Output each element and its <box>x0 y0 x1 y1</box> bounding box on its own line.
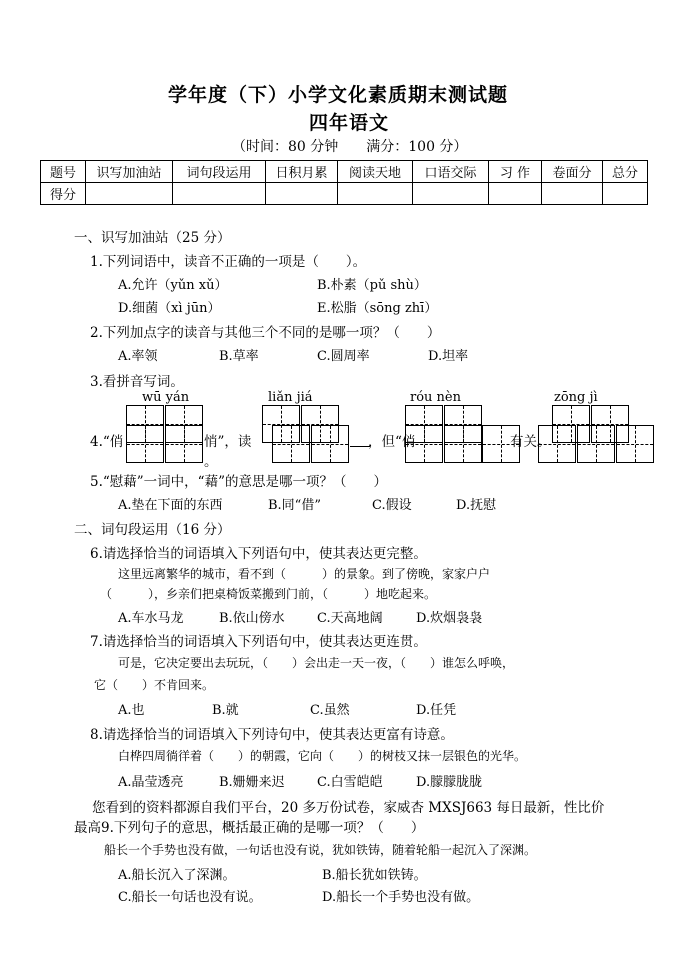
q6-option-a[interactable]: A.车水马龙 <box>118 611 184 626</box>
exam-title: 学年度（下）小学文化素质期末测试题 <box>168 84 509 106</box>
section2-heading: 二、词句段运用（16 分） <box>74 522 231 538</box>
score-cell: 识写加油站 <box>86 161 173 183</box>
score-cell: 题号 <box>41 161 86 183</box>
writing-cell[interactable] <box>126 425 164 463</box>
blank-line <box>350 446 370 447</box>
q5-stem: 5.“慰藉”一词中，“藉”的意思是哪一项？（ ） <box>90 474 387 490</box>
score-input[interactable] <box>338 183 413 205</box>
writing-cell[interactable] <box>444 425 482 463</box>
q2-stem: 2.下列加点字的读音与其他三个不同的是哪一项？（ ） <box>90 325 441 341</box>
q7-stem: 7.请选择恰当的词语填入下列语句中，使其表达更连贯。 <box>90 634 427 650</box>
time-info: （时间：80 分钟 满分：100 分） <box>232 139 468 155</box>
q5-option-b[interactable]: B.同“借” <box>268 498 321 513</box>
section1-heading: 一、识写加油站（25 分） <box>74 230 231 246</box>
q6-option-d[interactable]: D.炊烟袅袅 <box>416 611 483 626</box>
score-input[interactable] <box>542 183 603 205</box>
score-input[interactable] <box>266 183 338 205</box>
q1-option-b[interactable]: B.朴素（pǔ shù） <box>317 278 427 293</box>
q7-option-a[interactable]: A.也 <box>118 703 145 718</box>
subject-title: 四年语文 <box>309 112 390 134</box>
q5-option-a[interactable]: A.垫在下面的东西 <box>118 498 223 513</box>
q1-option-a[interactable]: A.允许（yǔn xǔ） <box>118 278 228 293</box>
writing-cell[interactable] <box>311 425 349 463</box>
q7-passage-line1: 可是，它决定要出去玩玩，（ ）会出走一天一夜，（ ）谁怎么呼唤， <box>118 656 515 670</box>
q8-option-b[interactable]: B.姗姗来迟 <box>219 775 285 790</box>
writing-cell[interactable] <box>272 425 310 463</box>
pinyin-2: liǎn jiá <box>268 390 313 405</box>
score-input[interactable] <box>173 183 266 205</box>
ad-line2-q9-stem: 最高9.下列句子的意思，概括最正确的是哪一项？（ ） <box>74 820 425 836</box>
q7-option-c[interactable]: C.虽然 <box>310 703 350 718</box>
q4-part5: 。 <box>204 454 218 470</box>
writing-cell[interactable] <box>577 425 615 463</box>
q1-option-e[interactable]: E.松脂（sōng zhī） <box>317 301 438 316</box>
score-input[interactable] <box>86 183 173 205</box>
score-input[interactable] <box>603 183 648 205</box>
score-cell: 卷面分 <box>542 161 603 183</box>
q4-part3: ，但“俏 <box>368 434 416 450</box>
score-cell: 总分 <box>603 161 648 183</box>
q3-stem: 3.看拼音写词。 <box>90 374 184 390</box>
pinyin-3: róu nèn <box>410 390 461 405</box>
q2-option-a[interactable]: A.率领 <box>118 349 158 364</box>
q7-passage-line2: 它（ ）不肯回来。 <box>94 678 215 692</box>
q5-option-c[interactable]: C.假设 <box>372 498 412 513</box>
score-cell: 习 作 <box>489 161 542 183</box>
q8-option-a[interactable]: A.晶莹透亮 <box>118 775 184 790</box>
q9-option-b[interactable]: B.船长犹如铁铸。 <box>322 868 427 883</box>
q7-option-d[interactable]: D.任凭 <box>416 703 457 718</box>
writing-cell[interactable] <box>616 425 654 463</box>
q9-option-d[interactable]: D.船长一个手势也没有做。 <box>322 890 480 905</box>
ad-line1: 您看到的资料都源自我们平台，20 多万份试卷，家威杏 MXSJ663 每日最新，性比价 <box>92 800 605 816</box>
q6-option-c[interactable]: C.天高地阔 <box>317 611 383 626</box>
q7-option-b[interactable]: B.就 <box>212 703 239 718</box>
score-header-row <box>41 161 648 183</box>
q9-option-c[interactable]: C.船长一句话也没有说。 <box>118 890 262 905</box>
q5-option-d[interactable]: D.抚慰 <box>456 498 497 513</box>
pinyin-1: wū yán <box>142 390 190 405</box>
q2-option-c[interactable]: C.圆周率 <box>317 349 370 364</box>
score-cell: 口语交际 <box>413 161 489 183</box>
q6-option-b[interactable]: B.依山傍水 <box>219 611 285 626</box>
score-cell: 词句段运用 <box>173 161 266 183</box>
score-cell: 日积月累 <box>266 161 338 183</box>
score-cell: 得分 <box>41 183 86 205</box>
q6-passage-line2: （ ），乡亲们把桌椅饭菜搬到门前，（ ）地吃起来。 <box>100 587 437 601</box>
q9-passage: 船长一个手势也没有做，一句话也没有说，犹如铁铸，随着轮船一起沉入了深渊。 <box>104 843 537 857</box>
score-input[interactable] <box>489 183 542 205</box>
score-table <box>40 160 648 205</box>
q9-option-a[interactable]: A.船长沉入了深渊。 <box>118 868 236 883</box>
q2-option-d[interactable]: D.坦率 <box>428 349 469 364</box>
q6-passage-line1: 这里远离繁华的城市，看不到（ ）的景象。到了傍晚，家家户户 <box>118 567 491 581</box>
score-value-row <box>41 183 648 205</box>
q8-stem: 8.请选择恰当的词语填入下列诗句中，使其表达更富有诗意。 <box>90 727 454 743</box>
q2-option-b[interactable]: B.草率 <box>219 349 259 364</box>
q8-passage-line1: 白桦四周徜徉着（ ）的朝霞，它向（ ）的树枝又抹一层银色的光华。 <box>118 749 527 763</box>
q4-part4: 有关。 <box>510 434 551 450</box>
score-input[interactable] <box>413 183 489 205</box>
q1-stem: 1.下列词语中，读音不正确的一项是（ ）。 <box>90 254 367 270</box>
q4-part2: 悄”，读 <box>204 434 252 450</box>
score-cell: 阅读天地 <box>338 161 413 183</box>
q4-part1: 4.“俏 <box>90 434 124 450</box>
q8-option-c[interactable]: C.白雪皑皑 <box>317 775 383 790</box>
pinyin-4: zōng jì <box>554 390 598 405</box>
q8-option-d[interactable]: D.朦朦胧胧 <box>416 775 483 790</box>
q1-option-d[interactable]: D.细菌（xì jūn） <box>118 301 221 316</box>
writing-cell[interactable] <box>165 425 203 463</box>
q6-stem: 6.请选择恰当的词语填入下列语句中，使其表达更完整。 <box>90 546 427 562</box>
